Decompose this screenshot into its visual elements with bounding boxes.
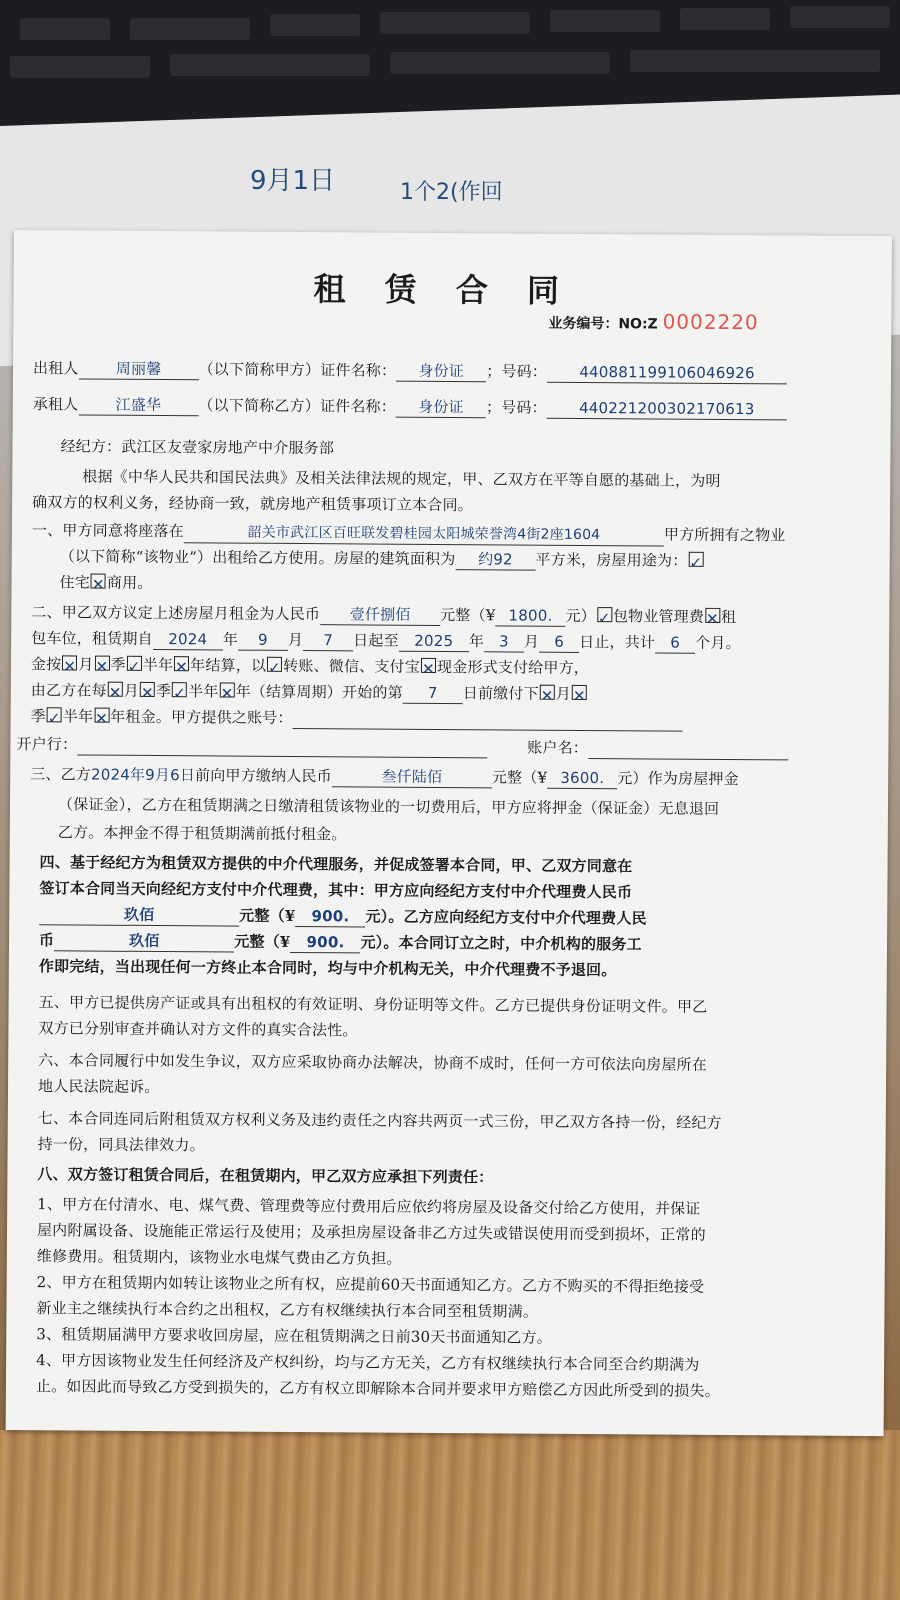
lessee-id-number: 440221200302170613 <box>547 398 787 421</box>
clause-8-heading: 八、双方签订租赁合同后，在租赁期内，甲乙双方应承担下列责任： <box>37 1165 494 1187</box>
c2-g5: 转账、微信、支付宝 <box>283 656 421 676</box>
agent-line: 经纪方：武江区友壹家房地产中介服务部 <box>60 437 335 458</box>
lessee-name: 江盛华 <box>78 394 198 416</box>
settle-halfyear-checkbox: ✓ <box>127 656 142 671</box>
c2-text-h: 由乙方在每 <box>30 681 107 700</box>
clause-5-line-1: 五、甲方已提供房产证或具有出租权的有效证明、身份证明等文件。乙方已提供身份证明文件。甲乙 <box>38 993 708 1016</box>
lease-end-month: 3 <box>484 631 524 652</box>
c4-text-e: 币 <box>38 931 55 950</box>
lessee-label: 承租人 <box>32 395 79 414</box>
lease-months: 6 <box>655 632 695 653</box>
contract-sheet <box>6 230 892 1436</box>
intro-line-2: 确双方的权利义务，经协商一致，就房地产租赁事项订立本合同。 <box>32 493 473 515</box>
lessor-id-type: 身份证 <box>396 361 486 383</box>
clause-1-line-2 <box>60 546 705 572</box>
clause-4-line-4 <box>39 930 642 955</box>
mgmt-fee-checkbox: ✓ <box>597 607 612 622</box>
lease-end-day: 6 <box>539 632 579 653</box>
c2-g2: 季 <box>110 655 126 674</box>
clause-4-line-5: 作即完结，当出现任何一方终止本合同时，均与中介机构无关，中介代理费不予退回。 <box>38 957 617 980</box>
duty-4-line-2: 止。如因此而导致乙方受到损失的，乙方有权立即解除本合同并要求甲方赔偿乙方因此所受到的损失。 <box>35 1377 720 1400</box>
c2-text-i: 季 <box>30 707 46 726</box>
bank-label: 开户行： <box>16 735 78 754</box>
clause-1-line-3 <box>59 572 152 593</box>
c2-text-d: 包物业管理费 <box>612 607 705 626</box>
wooden-desk <box>0 1430 900 1600</box>
clause-3-line-2: （保证金），乙方在租赁期满之日缴清租赁该物业的一切费用后，甲方应将押金（保证金）无息退回 <box>57 795 720 818</box>
deposit-date: 2024年9月6日 <box>90 765 196 785</box>
c2-to: 日止，共计 <box>579 632 656 652</box>
c2-g4: 年结算，以 <box>190 656 267 675</box>
rent-amount: 1800. <box>495 605 565 626</box>
c2-i2: 年租金。甲方提供之账号： <box>110 707 293 727</box>
clause-2-line-1 <box>31 602 736 628</box>
business-number-value: 0002220 <box>662 309 759 335</box>
payment-day: 7 <box>403 683 463 704</box>
next-month-checkbox: ✕ <box>540 685 555 700</box>
c2-year-2: 年 <box>468 632 485 651</box>
c1-text-d: 平方米，房屋用途为： <box>535 550 688 570</box>
c2-h3: 半年 <box>188 682 219 701</box>
lessor-note: （以下简称甲方）证件名称： <box>198 360 397 380</box>
lessee-row <box>33 394 787 420</box>
clause-4-line-1: 四、基于经纪方为租赁双方提供的中介代理服务，并促成签署本合同，甲、乙双方同意在 <box>39 853 633 876</box>
lessor-row <box>33 358 787 384</box>
clause-7-line-1: 七、本合同连同后附租赁双方权利义务及违约责任之内容共两页一式三份，甲乙双方各持一份，经纪方 <box>37 1109 722 1132</box>
c2-year-1: 年 <box>222 630 239 649</box>
lessee-id-label: ；号码： <box>485 398 547 417</box>
intro-line-1: 根据《中华人民共和国民法典》及相关法律法规的规定，甲、乙双方在平等自愿的基础上，为明 <box>82 467 721 490</box>
scribble-date: 9月1日 <box>250 166 336 196</box>
c4-text-f: 元整（¥ <box>234 932 291 951</box>
duty-4-line-1: 4、甲方因该物业发生任何经济及产权纠纷，均与乙方无关，乙方有权继续执行本合同至合约期满为 <box>36 1351 700 1374</box>
c2-text-e: 租 <box>721 607 737 627</box>
clause-6-line-1: 六、本合同履行中如发生争议，双方应采取协商办法解决，协商不成时，任何一方可依法向房屋所在 <box>38 1051 708 1074</box>
c2-h2: 季 <box>155 682 172 701</box>
clause-3-line-3: 乙方。本押金不得于租赁期满前抵付租金。 <box>57 823 347 844</box>
clause-7-line-2: 持一份，同具法律效力。 <box>37 1135 205 1155</box>
clause-2-line-5 <box>31 706 683 732</box>
duty-1-line-2: 屋内附属设备、设施能正常运行及使用；及承担房屋设备非乙方过失或错误使用而受到损坏，正常的 <box>36 1221 706 1244</box>
clause-2-line-3 <box>31 654 589 678</box>
c1-text-b: 甲方所拥有之物业 <box>663 525 786 545</box>
c2-h4: 年（结算周期）开始的第 <box>235 682 403 702</box>
c2-g1: 月 <box>78 655 94 674</box>
c4-text-c: 元整（¥ <box>239 906 296 925</box>
landlord-fee-words: 玖佰 <box>39 904 239 926</box>
pay-cash-checkbox: ✕ <box>421 658 436 673</box>
duty-2-line-2: 新业主之继续执行本合约之出租权，乙方有权继续执行本合同至租赁期满。 <box>36 1299 539 1321</box>
lessor-label: 出租人 <box>32 359 79 378</box>
c2-months-unit: 个月。 <box>695 633 741 653</box>
clause-4-line-2: 签订本合同当天向经纪方支付中介代理费，其中：甲方应向经纪方支付中介代理费人民币 <box>39 879 633 902</box>
c1-text-a: 一、甲方同意将座落在 <box>31 521 184 541</box>
lease-end-year: 2025 <box>399 631 469 652</box>
clause-5-line-2: 双方已分别审查并确认对方文件的真实合法性。 <box>38 1019 358 1040</box>
c1-text-c: （以下简称“该物业”）出租给乙方使用。房屋的建筑面积为 <box>59 547 456 569</box>
c2-text-g: 金按 <box>30 655 62 674</box>
duty-3-line: 3、租赁期届满甲方要求收回房屋，应在租赁期满之日前30天书面通知乙方。 <box>36 1325 552 1347</box>
scribble-note: 1个2(作回 <box>400 180 503 205</box>
settle-month-checkbox: ✕ <box>62 655 77 670</box>
deposit-words: 叁仟陆佰 <box>332 766 492 788</box>
c4-text-g: 元）。本合同订立之时，中介机构的服务工 <box>360 933 642 954</box>
use-commercial-checkbox: ✕ <box>91 574 106 589</box>
pay-transfer-checkbox: ✓ <box>267 657 282 672</box>
c2-month-2: 月 <box>523 632 540 651</box>
clause-2-line-2 <box>31 628 741 654</box>
tenant-fee-words: 玖佰 <box>54 930 234 952</box>
c2-text-b: 元整（¥ <box>440 605 496 625</box>
c2-h1: 月 <box>123 681 140 700</box>
clause-4-line-3 <box>39 904 647 929</box>
lease-start-month: 9 <box>238 630 288 651</box>
property-address: 韶关市武江区百旺联发碧桂园太阳城荣誉湾4街2座1604 <box>184 522 664 546</box>
rent-words: 壹仟捌佰 <box>320 604 440 626</box>
next-halfyear-checkbox: ✓ <box>47 707 62 722</box>
lessee-id-type: 身份证 <box>396 397 486 419</box>
c2-month-1: 月 <box>287 630 304 650</box>
c4-text-d: 元）。乙方应向经纪方支付中介代理费人民 <box>365 907 647 928</box>
cycle-year-checkbox: ✕ <box>220 682 235 697</box>
mgmt-fee-excl-checkbox: ✕ <box>705 608 720 623</box>
contract-title: 租 赁 合 同 <box>313 270 574 310</box>
use-residential-checkbox: ✓ <box>688 552 703 567</box>
c2-from: 日起至 <box>353 631 399 650</box>
lessor-id-number: 440881199106046926 <box>547 362 787 385</box>
c2-h5: 日前缴付下 <box>462 684 539 703</box>
cycle-halfyear-checkbox: ✓ <box>172 682 187 697</box>
c1-commercial: 商用。 <box>106 573 153 592</box>
next-year-checkbox: ✕ <box>94 708 109 723</box>
cycle-month-checkbox: ✕ <box>108 682 123 697</box>
c1-residential: 住宅 <box>59 573 91 592</box>
landlord-fee-amount: 900. <box>295 906 365 927</box>
c3-text-b: 前向甲方缴纳人民币 <box>195 766 332 786</box>
c2-text-f: 包车位，租赁期自 <box>31 629 153 648</box>
clause-3-line-1 <box>30 764 739 790</box>
c2-text-a: 二、甲乙双方议定上述房屋月租金为人民币 <box>31 603 321 624</box>
clause-6-line-2: 地人民法院起诉。 <box>37 1077 160 1097</box>
c2-g6: 现金形式支付给甲方， <box>436 657 590 678</box>
c3-text-a: 三、乙方 <box>30 765 92 784</box>
c3-text-d: 元）作为房屋押金 <box>617 769 739 789</box>
c2-g3: 半年 <box>142 655 174 675</box>
duty-2-line-1: 2、甲方在租赁期内如转让该物业之所有权，应提前60天书面通知乙方。乙方不购买的不得拒绝接受 <box>36 1273 705 1296</box>
c2-i1: 半年 <box>62 707 94 726</box>
settle-quarter-checkbox: ✕ <box>95 656 110 671</box>
duty-1-line-3: 维修费用。租赁期内，该物业水电煤气费由乙方负担。 <box>36 1247 402 1268</box>
lease-start-year: 2024 <box>153 629 223 650</box>
bank-line <box>16 734 788 760</box>
lessor-id-label: ；号码： <box>486 362 548 381</box>
business-number <box>548 309 758 334</box>
lessor-name: 周丽馨 <box>79 358 199 380</box>
duty-1-line-1: 1、甲方在付清水、电、煤气费、管理费等应付费用后应依约将房屋及设备交付给乙方使用，并保证 <box>37 1195 701 1218</box>
deposit-amount: 3600. <box>547 768 617 789</box>
lease-start-day: 7 <box>303 630 353 651</box>
c2-text-c: 元） <box>565 606 596 626</box>
business-number-label: 业务编号：NO:Z <box>548 315 658 333</box>
account-label: 账户名： <box>527 738 589 758</box>
lessee-note: （以下简称乙方）证件名称： <box>198 396 397 416</box>
c2-h6: 月 <box>555 684 572 703</box>
cycle-quarter-checkbox: ✕ <box>140 682 155 697</box>
floor-area: 约92 <box>455 549 535 571</box>
next-quarter-checkbox: ✕ <box>572 685 587 700</box>
clause-1-line-1 <box>32 520 786 547</box>
tenant-fee-amount: 900. <box>290 932 360 953</box>
clause-2-line-4 <box>31 680 588 705</box>
settle-year-checkbox: ✕ <box>174 656 189 671</box>
c3-text-c: 元整（¥ <box>491 768 548 787</box>
